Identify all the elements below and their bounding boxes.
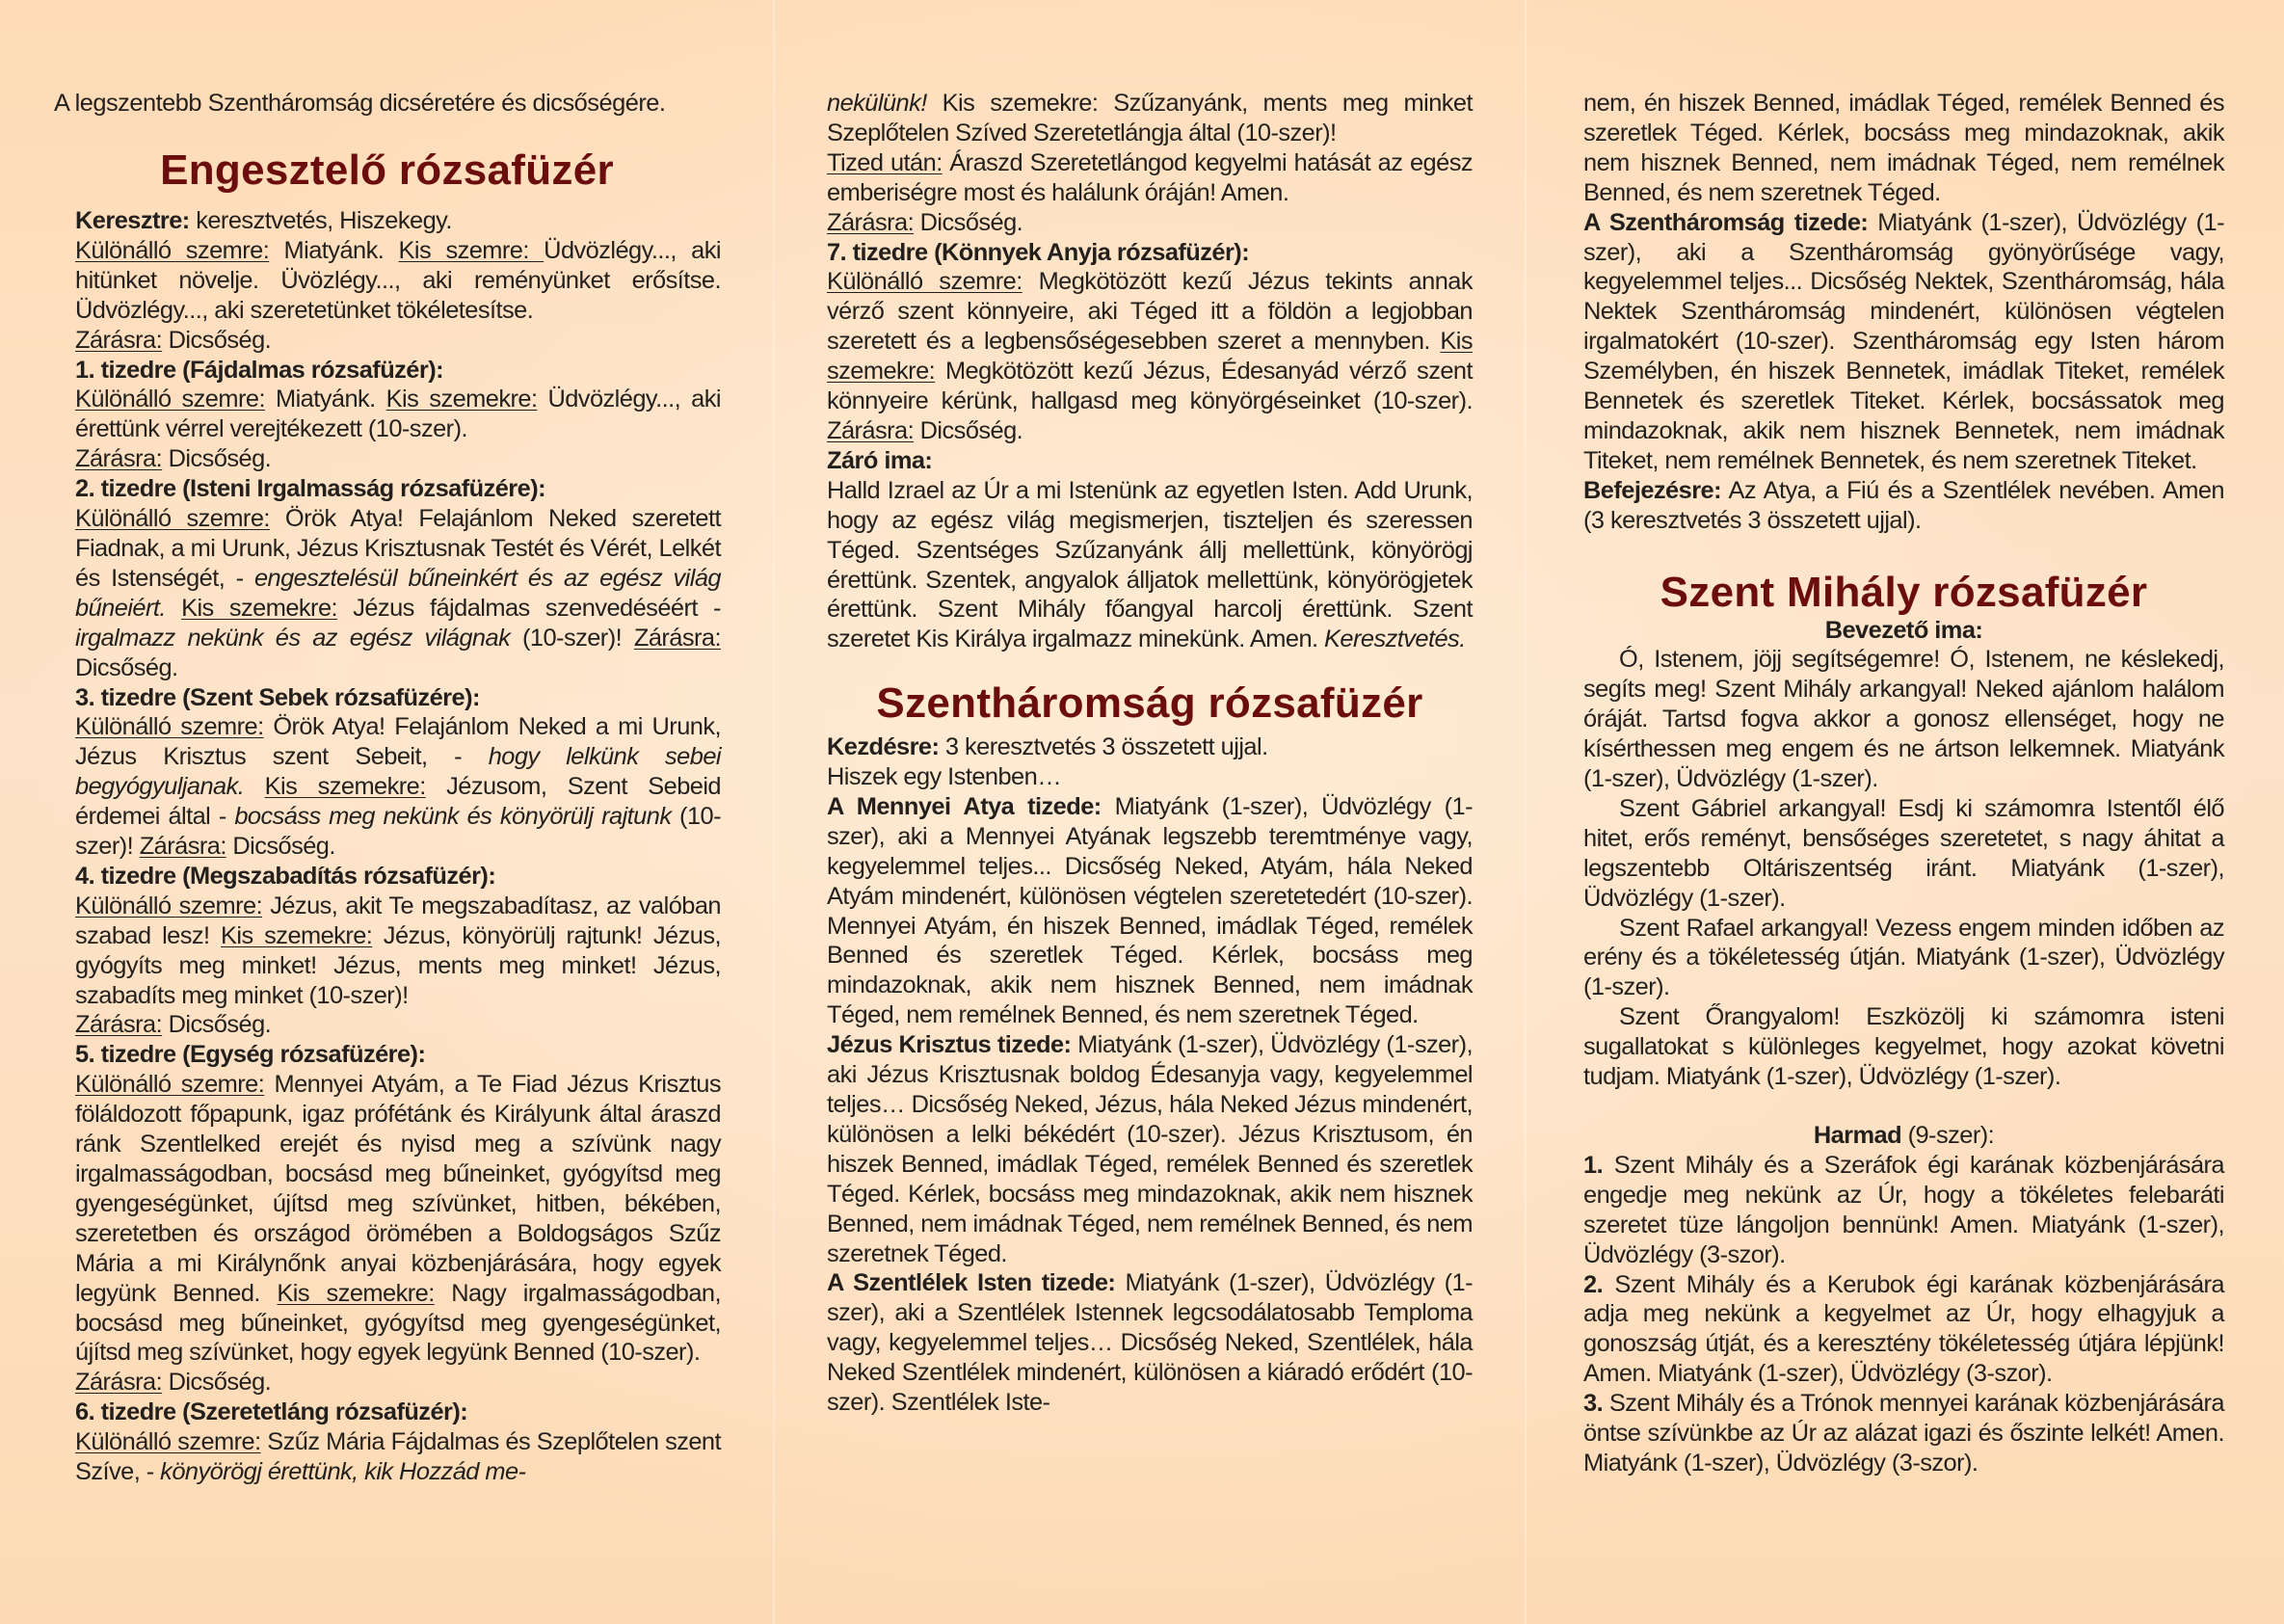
underlined-label: Különálló szemre: xyxy=(75,1428,261,1456)
italic-text: Keresztvetés. xyxy=(1324,626,1466,653)
bold-label: 1. xyxy=(1583,1151,1604,1179)
paragraph xyxy=(75,862,721,892)
paragraph xyxy=(827,1030,1473,1268)
body-text: Miatyánk (1-szer), Üdvözlégy (1-szer), aki a Szentháromság gyönyörűsége vagy, kegyelemmel teljes... Dicsőség Nektek, Szentháromság, hála Nektek Szentháromság mindenért, különösen végtelen irgalmatokért (10-szer). Szentháromság egy Isten három Személyben, én hiszek Bennetek, imádlak Titeket, remélek Bennetek és szeretlek Titeket. Kérlek, bocsássatok meg mindazoknak, akik nem hisznek Bennetek, nem imádnak Titeket, nem remélnek Bennetek, és nem szeretnek Titeket. xyxy=(1583,208,2224,474)
underlined-label: Zárásra: xyxy=(139,833,226,861)
paragraph xyxy=(827,208,1473,238)
underlined-label: Különálló szemre: xyxy=(75,892,263,919)
paragraph xyxy=(1583,89,2224,208)
szent-mihaly-title: Szent Mihály rózsafüzér xyxy=(1660,568,2148,616)
italic-text: engesztelésül bűneinkért és az egész világ bűneiért. xyxy=(75,564,721,622)
body-text: Kis szemekre: Szűzanyánk, ments meg minket Szeplőtelen Szíved Szeretetlángja által (10-szer)! xyxy=(827,90,1473,146)
harmad-heading xyxy=(1583,1121,2224,1151)
underlined-label: Zárásra: xyxy=(75,445,163,473)
paragraph xyxy=(75,683,721,713)
underlined-label: Kis szemekre: xyxy=(385,386,538,413)
paragraph xyxy=(1583,1151,2224,1270)
body-text: Szent Rafael arkangyal! Vezess engem minden időben az erény és a tökéletesség útján. Miatyánk (1-szer), Üdvözlégy (1-szer). xyxy=(1583,914,2224,1001)
body-text: nem, én hiszek Benned, imádlak Téged, remélek Benned és szeretlek Téged. Kérlek, bocsáss meg mindazoknak, akik nem hisznek Benned, nem imádnak Téged, nem remélnek Benned, és nem szeretnek Téged. xyxy=(1583,90,2224,206)
body-text xyxy=(166,595,181,622)
body-text: keresztvetés, Hiszekegy. xyxy=(189,207,452,234)
paragraph xyxy=(827,1268,1473,1418)
paragraph xyxy=(75,712,721,862)
body-text: Ó, Istenem, jöjj segítségemre! Ó, Istenem, ne késlekedj, segíts meg! Szent Mihály arkangyal! Neked ajánlom halálom óráját. Tartsd fogva akkor a gonosz ellenséget, hogy ne kísérthessen meg engem és ne ártson lelkemnek. Miatyánk (1-szer), Üdvözlégy (1-szer). xyxy=(1583,646,2224,793)
bold-label: 2. xyxy=(1583,1270,1604,1298)
bold-label: Befejezésre: xyxy=(1583,476,1722,504)
paragraph xyxy=(827,148,1473,208)
body-text xyxy=(244,773,264,800)
bold-label: A Szentháromság tizede: xyxy=(1583,208,1869,236)
body-text: Nagy irgalmasságodban, bocsásd meg bűneinket, gyógyítsd meg gyengeségünket, újítsd meg szívünket, hogy egyek legyünk Benned (10-szer). xyxy=(75,1279,721,1367)
body-text: Mennyei Atyám, a Te Fiad Jézus Krisztus föláldozott főpapunk, igaz prófétánk és Királyunk által áraszd ránk Szentlelked erejét és nyisd meg a szívünk nagy irgalmasságodban, bocsásd meg bűneinket, gyógyítsd meg gyengeségünket, újítsd meg szívünket, hitben, békében, szeretetben és országod örömében a Boldogságos Szűz Mária a mi Királynőnk anyai közbenjárására, hogy egyek legyünk Benned. xyxy=(75,1071,722,1307)
paragraph xyxy=(1583,208,2224,476)
harmad-count: (9-szer): xyxy=(1901,1122,1995,1149)
italic-text: könyörögj érettünk, kik Hozzád me- xyxy=(160,1458,526,1486)
paragraph xyxy=(75,1040,721,1070)
underlined-label: Különálló szemre: xyxy=(75,505,270,533)
paragraph xyxy=(75,444,721,474)
paragraph xyxy=(75,326,721,356)
dedication-text: A legszentebb Szentháromság dicséretére és dicsőségére. xyxy=(54,90,666,117)
engesztelo-title: Engesztelő rózsafüzér xyxy=(160,146,614,194)
column-middle xyxy=(774,0,1526,1624)
body-text: Jézus, akit Te megszabadítasz, az valóban szabad lesz! xyxy=(75,892,721,949)
body-text: Miatyánk (1-szer), Üdvözlégy (1-szer), aki a Mennyei Atyának legszebb teremtménye vagy, kegyelemmel teljes... Dicsőség Neked, Atyám, hála Neked Atyám mindenért, különösen végtelen szeretetedért (10-szer). Mennyei Atyám, én hiszek Benned, imádlak Téged, remélek Benned és szeretlek Téged. Kérlek, bocsáss meg mindazoknak, akik nem hisznek Benned, nem imádnak Téged, nem remélnek Benned, és nem szeretnek Téged. xyxy=(827,792,1473,1029)
paragraph xyxy=(827,762,1473,792)
body-text: Miatyánk (1-szer), Üdvözlégy (1-szer), aki a Szentlélek Istennek legcsodálatosabb Temploma vagy, kegyelemmel teljes… Dicsőség Neked, Szentlélek, hála Neked Szentlélek mindenért, különösen a kiáradó erődért (10-szer). Szentlélek Iste- xyxy=(827,1269,1473,1417)
body-text: (10-szer)! xyxy=(510,624,634,652)
underlined-label: Zárásra: xyxy=(633,624,722,652)
szentharomsag-body xyxy=(827,732,1473,1418)
bold-label: 1. tizedre (Fájdalmas rózsafüzér): xyxy=(75,356,444,384)
paragraph xyxy=(75,1070,721,1368)
bold-label: A Mennyei Atya tizede: xyxy=(827,792,1102,820)
body-text: (10-szer)! xyxy=(75,803,721,861)
spacer xyxy=(1583,1092,2224,1121)
body-text: Miatyánk. xyxy=(269,236,399,264)
bevezeto-heading: Bevezető ima: xyxy=(1824,616,1983,644)
column-right xyxy=(1526,0,2284,1624)
body-text: Miatyánk. xyxy=(264,386,386,413)
bold-label: 2. tizedre (Isteni Irgalmasság rózsafüzére): xyxy=(75,475,546,503)
body-text: Dicsőség. xyxy=(75,653,178,681)
paragraph xyxy=(75,1398,721,1427)
body-text: Áraszd Szeretetlángod kegyelmi hatását az egész emberiségre most és halálunk óráján! Amen. xyxy=(827,148,1473,206)
body-text: Szent Mihály és a Trónok mennyei karának közbenjárására öntse szívünkbe az Úr az alázat igazi és őszinte lelkét! Amen. Miatyánk (1-szer), Üdvözlégy (3-szor). xyxy=(1583,1390,2224,1477)
szentharomsag-continued xyxy=(1583,89,2224,536)
paragraph xyxy=(75,1427,721,1487)
szentharomsag-title: Szentháromság rózsafüzér xyxy=(876,679,1423,728)
underlined-label: Különálló szemre: xyxy=(75,713,264,741)
underlined-label: Kis szemekre: xyxy=(827,328,1473,386)
paragraph xyxy=(827,476,1473,654)
underlined-label: Zárásra: xyxy=(75,1011,163,1039)
body-text: Jézus fájdalmas szenvedéséért - xyxy=(337,594,721,622)
bold-label: Keresztre: xyxy=(75,207,190,234)
underlined-label: Kis szemekre: xyxy=(277,1279,435,1307)
body-text: Üdvözlégy..., aki érettünk vérrel verejtékezett (10-szer). xyxy=(75,386,721,443)
bold-label: 6. tizedre (Szeretetláng rózsafüzér): xyxy=(75,1398,468,1426)
right-flow xyxy=(1583,89,2224,1478)
harmad-list xyxy=(1583,1151,2224,1478)
body-text: Az Atya, a Fiú és a Szentlélek nevében. Amen (3 keresztvetés 3 összetett ujjal). xyxy=(1583,476,2224,534)
bold-label: Jézus Krisztus tizede: xyxy=(827,1031,1072,1059)
paragraph xyxy=(75,385,721,444)
bold-label: 5. tizedre (Egység rózsafüzére): xyxy=(75,1041,426,1069)
bold-label: Kezdésre: xyxy=(827,733,940,761)
underlined-label: Zárásra: xyxy=(75,326,163,354)
bold-label: 4. tizedre (Megszabadítás rózsafüzér): xyxy=(75,862,496,890)
paragraph xyxy=(1583,1389,2224,1478)
paragraph xyxy=(1583,1270,2224,1390)
underlined-label: Különálló szemre: xyxy=(75,236,270,264)
body-text: Megkötözött kezű Jézus, Édesanyád vérző szent könnyeire kérünk, hallgasd meg könyörgéseinket (10-szer). xyxy=(827,358,1473,415)
body-text: Dicsőség. xyxy=(162,445,272,473)
paragraph xyxy=(827,267,1473,445)
underlined-label: Kis szemekre: xyxy=(181,594,338,622)
underlined-label: Zárásra: xyxy=(75,1369,163,1397)
bold-label: 7. tizedre (Könnyek Anyja rózsafüzér): xyxy=(827,238,1250,266)
paragraph xyxy=(75,474,721,504)
column-left xyxy=(0,0,774,1624)
paragraph xyxy=(827,792,1473,1030)
paragraph xyxy=(1583,794,2224,914)
body-text: Szent Mihály és a Kerubok égi karának közbenjárására adja meg nekünk a kegyelmet az Úr, hogy elhagyjuk a gonoszság útját, és a keresztény tökéletesség útjára lépjünk! Amen. Miatyánk (1-szer), Üdvözlégy (3-szor). xyxy=(1583,1270,2224,1388)
italic-text: irgalmazz nekünk és az egész világnak xyxy=(75,624,511,652)
underlined-label: Zárásra: xyxy=(827,208,915,236)
paragraph xyxy=(827,238,1473,268)
underlined-label: Kis szemekre: xyxy=(264,773,426,801)
body-text: Jézus, könyörülj rajtunk! Jézus, gyógyíts meg minket! Jézus, ments meg minket! Jézus, szabadíts meg minket (10-szer)! xyxy=(75,921,721,1009)
body-text: Szűz Mária Fájdalmas és Szeplőtelen szent Szíve, - xyxy=(75,1428,722,1486)
body-text: Dicsőség. xyxy=(914,416,1023,444)
underlined-label: Kis szemekre: xyxy=(221,921,373,949)
paragraph xyxy=(827,732,1473,762)
paragraph xyxy=(827,446,1473,476)
bold-label: 3. xyxy=(1583,1390,1604,1418)
paragraph xyxy=(1583,914,2224,1003)
body-text: Megkötözött kezű Jézus tekints annak vérző szent könnyeire, aki Téged itt a földön a legjobban szeretett és a legbensőségesebben szeret a mennyben. xyxy=(827,268,1473,356)
underlined-label: Kis szemre: xyxy=(398,236,544,264)
body-text: Dicsőség. xyxy=(162,1011,272,1039)
body-text: Jézusom, Szent Sebeid érdemei által - xyxy=(75,773,721,831)
paragraph xyxy=(75,206,721,236)
underlined-label: Különálló szemre: xyxy=(827,268,1022,296)
paragraph xyxy=(827,89,1473,148)
paragraph xyxy=(75,356,721,386)
bevezeto-ima-body xyxy=(1583,645,2224,1092)
paragraph xyxy=(1583,476,2224,536)
body-text: Halld Izrael az Úr a mi Istenünk az egyetlen Isten. Add Urunk, hogy az egész világ megismerjen, tiszteljen és szeressen Téged. Szentséges Szűzanyánk állj mellettünk, könyörögj érettünk. Szentek, angyalok álljatok mellettünk, könyörögjetek érettünk. Szent Mihály főangyal harcolj érettünk. Szent szeretet Kis Királya irgalmazz minekünk. Amen. xyxy=(827,476,1473,653)
engesztelo-body xyxy=(75,206,721,1487)
harmad-label: Harmad xyxy=(1813,1122,1902,1149)
body-text: Szent Őrangyalom! Eszközölj ki számomra isteni sugallatokat s különleges kegyelmet, hogy azokat követni tudjam. Miatyánk (1-szer), Üdvözlégy (1-szer). xyxy=(1583,1003,2224,1091)
body-text: Örök Atya! Felajánlom Neked a mi Urunk, Jézus Krisztus szent Sebeit, - xyxy=(75,713,721,771)
underlined-label: Különálló szemre: xyxy=(75,1071,265,1099)
body-text: 3 keresztvetés 3 összetett ujjal. xyxy=(939,733,1268,761)
paragraph xyxy=(75,1010,721,1040)
body-text: Szent Mihály és a Szeráfok égi karának közbenjárására engedje meg nekünk az Úr, hogy a tökéletes felebaráti szeretet tüze lángoljon bennünk! Amen. Miatyánk (1-szer), Üdvözlégy (3-szor). xyxy=(1583,1151,2224,1268)
paragraph xyxy=(75,1368,721,1398)
bold-label: Záró ima: xyxy=(827,446,933,474)
body-text: Miatyánk (1-szer), Üdvözlégy (1-szer), aki Jézus Krisztusnak boldog Édesanyja vagy, kegyelemmel teljes… Dicsőség Neked, Jézus, hála Neked Jézus mindenért, különösen a lelki békédért (10-szer). Jézus Krisztusom, én hiszek Benned, imádlak Téged, remélek Benned és szeretlek Téged. Kérlek, bocsáss meg mindazoknak, akik nem hisznek Benned, nem imádnak Téged, nem remélnek Benned, és nem szeretnek Téged. xyxy=(827,1031,1473,1267)
underlined-label: Zárásra: xyxy=(827,416,915,444)
paragraph xyxy=(75,504,721,682)
paragraph xyxy=(75,892,721,1011)
body-text: Dicsőség. xyxy=(914,208,1023,236)
body-text: Dicsőség. xyxy=(162,1369,272,1397)
underlined-label: Tized után: xyxy=(827,148,943,176)
body-text: Örök Atya! Felajánlom Neked szeretett Fiadnak, a mi Urunk, Jézus Krisztusnak Testét és Vérét, Lelkét és Istenségét, - xyxy=(75,505,721,592)
middle-flow xyxy=(827,89,1473,1418)
underlined-label: Különálló szemre: xyxy=(75,386,265,413)
body-text: Dicsőség. xyxy=(162,326,272,354)
body-text: Hiszek egy Istenben… xyxy=(827,763,1062,791)
body-text: Szent Gábriel arkangyal! Esdj ki számomra Istentől élő hitet, erős reményt, bensőséges szeretetet, s nagy áhitat a legszentebb Oltáriszentség iránt. Miatyánk (1-szer), Üdvözlégy (1-szer). xyxy=(1583,794,2224,912)
paragraph xyxy=(75,236,721,326)
paragraph xyxy=(1583,645,2224,794)
engesztelo-continued xyxy=(827,89,1473,654)
body-text: Üdvözlégy..., aki hitünket növelje. Üvözlégy..., aki reményünket erősítse. Üdvözlégy..., aki szeretetünket tökéletesítse. xyxy=(75,236,721,324)
body-text: Dicsőség. xyxy=(226,833,335,861)
italic-text: bocsáss meg nekünk és könyörülj rajtunk xyxy=(234,803,672,831)
bold-label: 3. tizedre (Szent Sebek rózsafüzére): xyxy=(75,683,480,711)
paragraph xyxy=(1583,1002,2224,1092)
italic-text: nekülünk! xyxy=(827,90,927,117)
italic-text: hogy lelkünk sebei begyógyuljanak. xyxy=(75,743,721,801)
bold-label: A Szentlélek Isten tizede: xyxy=(827,1269,1116,1297)
